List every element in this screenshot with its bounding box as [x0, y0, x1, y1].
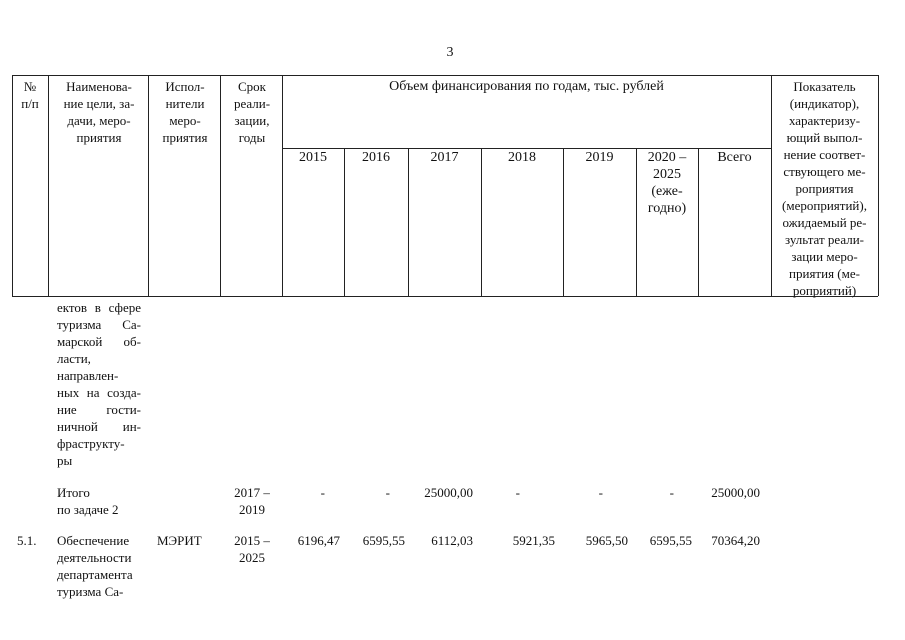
row-name: Итого по задаче 2: [57, 485, 119, 517]
header-col-term: Срок реали- зации, годы: [233, 79, 271, 145]
value-2018: 5921,35: [512, 533, 555, 548]
value-2018: -: [515, 485, 520, 500]
value-2020-2025: -: [669, 485, 674, 500]
col-border: [481, 148, 482, 296]
header-year-2015: 2015: [299, 150, 327, 165]
value-2017: 25000,00: [424, 485, 473, 500]
col-border: [878, 75, 879, 296]
col-border: [48, 75, 49, 296]
header-col-name: Наименова- ние цели, за- дачи, меро- приятия: [63, 79, 135, 145]
row-executor: МЭРИТ: [157, 533, 202, 548]
row-number: 5.1.: [17, 533, 37, 548]
header-total: Всего: [717, 150, 752, 165]
header-year-2019: 2019: [585, 150, 614, 165]
header-year-2020-2025: 2020 – 2025 (еже- годно): [647, 150, 687, 216]
value-2015: 6196,47: [297, 533, 340, 548]
value-2016: -: [385, 485, 390, 500]
col-border: [698, 148, 699, 296]
row-name: Обеспечение деятельности департамента туризма Са-: [57, 533, 133, 599]
value-2019: 5965,50: [585, 533, 628, 548]
row-term: 2017 – 2019: [234, 485, 270, 517]
header-top-border: [12, 75, 878, 76]
value-2017: 6112,03: [431, 533, 473, 548]
continuation-text: ектов в сфере туризма Са- марской об- ласти, направлен- ных на созда- ние гости- ничной ин- фраструкту- ры: [57, 300, 141, 468]
col-border: [282, 75, 283, 296]
col-border: [408, 148, 409, 296]
value-2020-2025: 6595,55: [649, 533, 692, 548]
value-total: 70364,20: [711, 533, 760, 548]
col-border: [220, 75, 221, 296]
header-col-number: № п/п: [21, 79, 39, 111]
page-number: 3: [446, 45, 454, 60]
header-col-executor: Испол- нители меро- приятия: [162, 79, 208, 145]
header-year-2018: 2018: [508, 150, 536, 165]
value-2015: -: [320, 485, 325, 500]
value-total: 25000,00: [711, 485, 760, 500]
header-col-indicator: Показатель (индикатор), характеризу- ющий выпол- нение соответ- ствующего ме- роприятия (мероприятий), ожидаемый ре- зультат реали- зации меро- приятия (ме- роприятий): [782, 79, 867, 298]
col-border: [148, 75, 149, 296]
header-financing-title: Объем финансирования по годам, тыс. рублей: [389, 79, 664, 94]
header-bottom-border: [12, 296, 878, 297]
row-term: 2015 – 2025: [234, 533, 270, 565]
header-year-2016: 2016: [362, 150, 390, 165]
value-2019: -: [598, 485, 603, 500]
col-border: [344, 148, 345, 296]
value-2016: 6595,55: [362, 533, 405, 548]
header-year-2017: 2017: [430, 150, 459, 165]
col-border: [563, 148, 564, 296]
